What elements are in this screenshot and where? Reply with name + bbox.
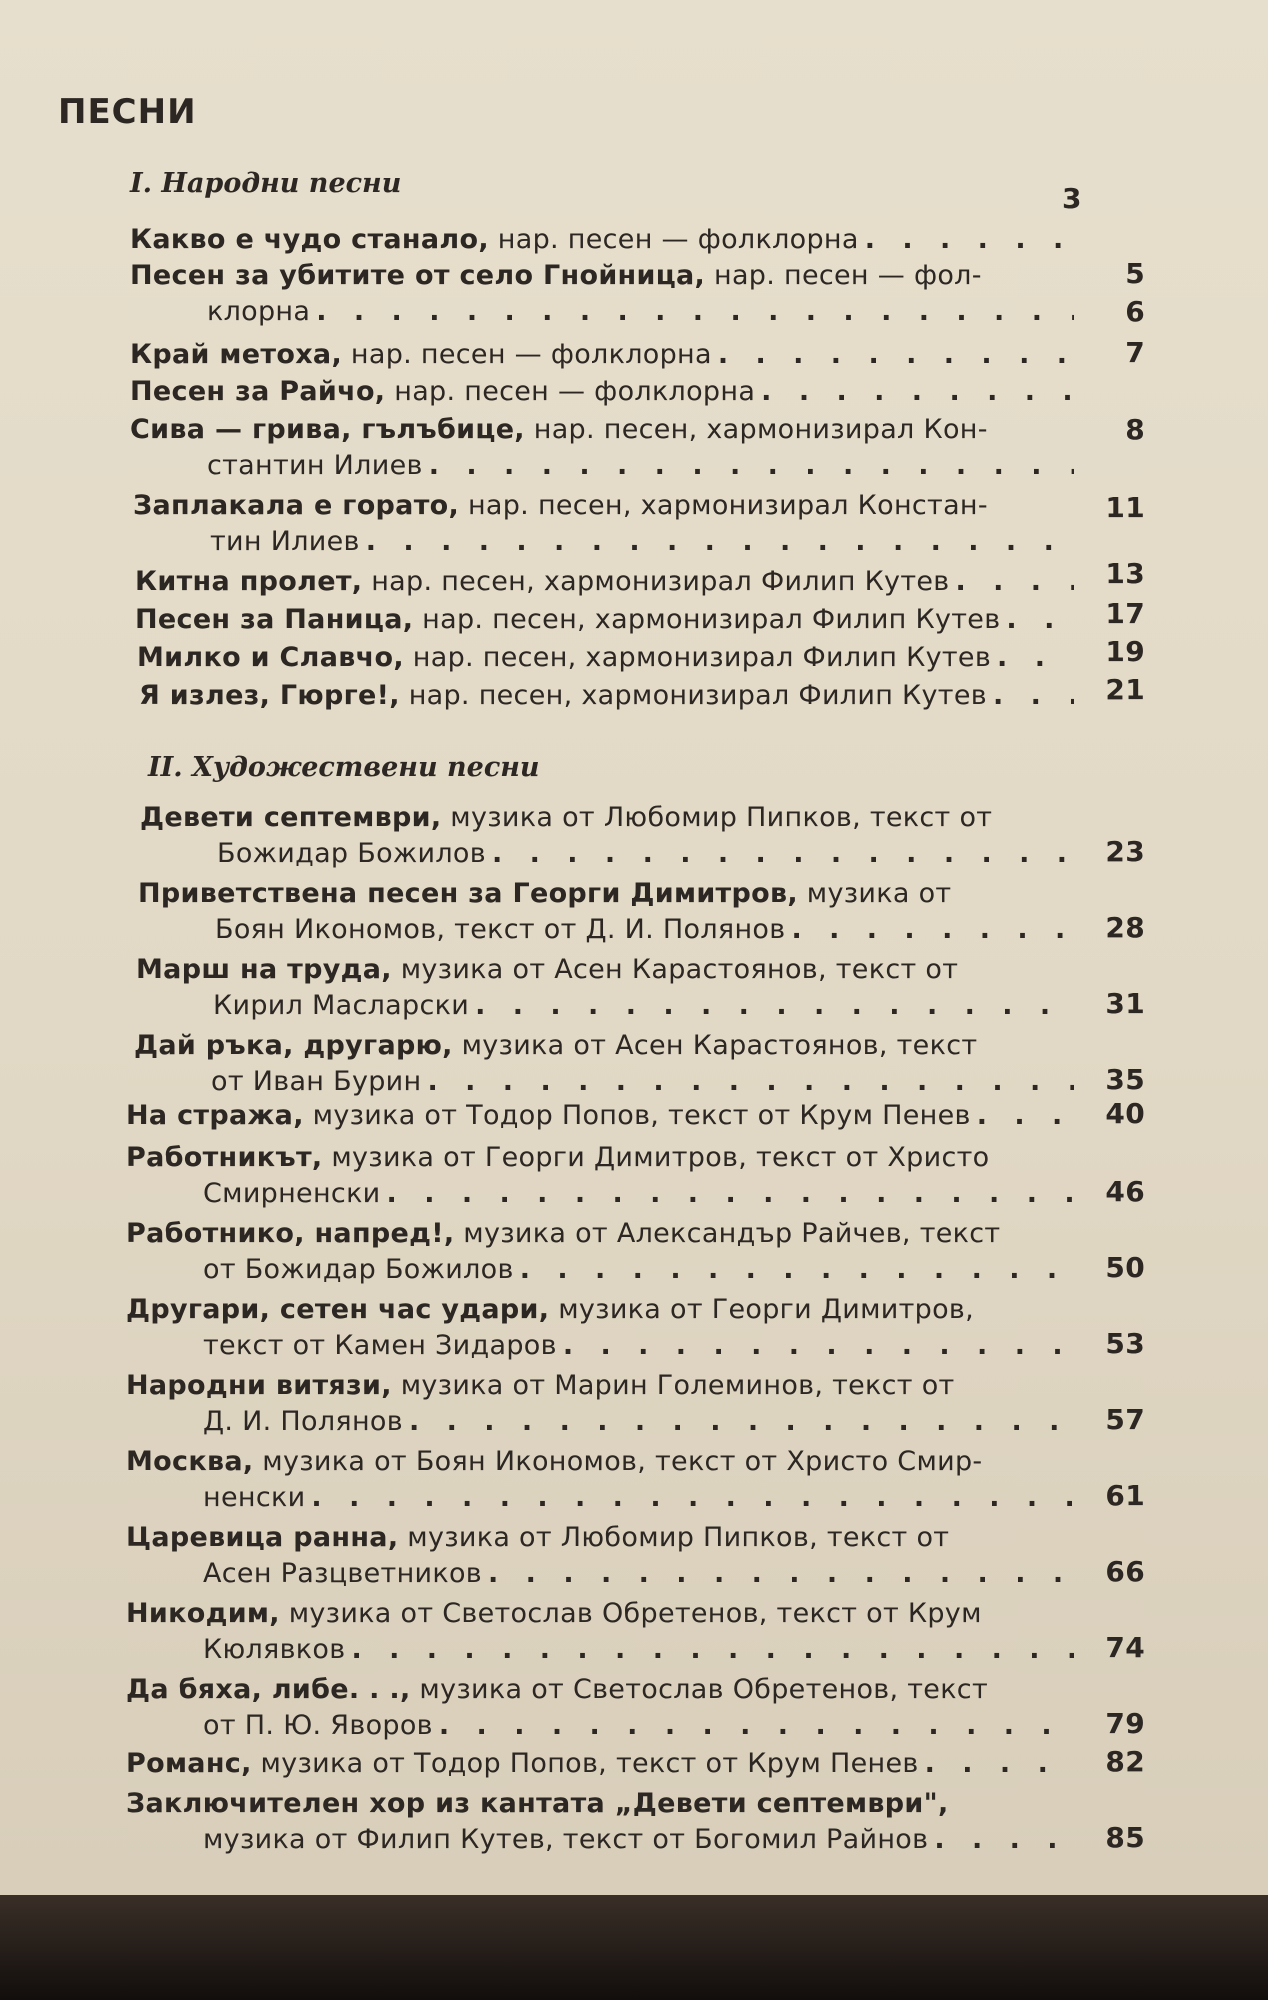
toc-entry: Заплакала е горато, нар. песен, хармонизирал Констан- тин Илиев . . . 11 bbox=[133, 488, 1078, 560]
page-shadow-edge bbox=[0, 1895, 1268, 2000]
page-title: ПЕСНИ bbox=[58, 92, 197, 132]
toc-entry: Работнико, напред!, музика от Александър Райчев, текст от Божидар Божилов . . . 50 bbox=[126, 1216, 1078, 1288]
toc-entry: Я излез, Гюрге!, нар. песен, хармонизирал Филип Кутев . . . 21 bbox=[139, 678, 1078, 714]
toc-entry: Песен за убитите от село Гнойница, нар. песен — фол- клорна . . . 5 6 bbox=[130, 258, 1078, 330]
toc-entry: Царевица ранна, музика от Любомир Пипков, текст от Асен Разцветников . . . 66 bbox=[126, 1520, 1078, 1592]
toc-entry: Приветствена песен за Георги Димитров, музика от Боян Икономов, текст от Д. И. Полянов . . . 28 bbox=[138, 876, 1078, 948]
toc-entry: Девети септември, музика от Любомир Пипков, текст от Божидар Божилов . . . 23 bbox=[140, 800, 1078, 872]
toc-entry: Милко и Славчо, нар. песен, хармонизирал Филип Кутев . . . 19 bbox=[137, 640, 1078, 676]
toc-entry: На стража, музика от Тодор Попов, текст от Крум Пенев . . . 40 bbox=[126, 1098, 1078, 1134]
toc-entry: Другари, сетен час удари, музика от Георги Димитров, текст от Камен Зидаров . . . 53 bbox=[126, 1292, 1078, 1364]
toc-entry: Сива — грива, гълъбице, нар. песен, хармонизирал Кон- стантин Илиев . . . 8 bbox=[130, 412, 1078, 484]
toc-entry: Никодим, музика от Светослав Обретенов, текст от Крум Кюлявков . . . 74 bbox=[126, 1596, 1078, 1668]
toc-entry: Песен за Райчо, нар. песен — фолклорна . . . bbox=[130, 374, 1078, 410]
toc-entry: Дай ръка, другарю, музика от Асен Карастоянов, текст от Иван Бурин . . . 35 bbox=[134, 1028, 1078, 1100]
section-title-art: II. Художествени песни bbox=[148, 752, 540, 783]
section-page-number: 3 bbox=[1062, 182, 1082, 215]
toc-entry: Романс, музика от Тодор Попов, текст от Крум Пенев . . . 82 bbox=[126, 1746, 1078, 1782]
toc-entry: Москва, музика от Боян Икономов, текст от Христо Смир- ненски . . . 61 bbox=[126, 1444, 1078, 1516]
toc-entry: Край метоха, нар. песен — фолклорна . . . 7 bbox=[130, 337, 1078, 373]
toc-entry: Китна пролет, нар. песен, хармонизирал Филип Кутев . . . 13 bbox=[135, 564, 1078, 600]
section-title-folk: I. Народни песни bbox=[130, 168, 402, 199]
toc-entry: Какво е чудо станало, нар. песен — фолклорна . . . bbox=[130, 222, 1078, 258]
toc-entry: Работникът, музика от Георги Димитров, текст от Христо Смирненски . . . 46 bbox=[126, 1140, 1078, 1212]
toc-entry: Марш на труда, музика от Асен Карастоянов, текст от Кирил Масларски . . . 31 bbox=[136, 952, 1078, 1024]
toc-entry: Песен за Паница, нар. песен, хармонизирал Филип Кутев . . . 17 bbox=[135, 602, 1078, 638]
toc-entry: Да бяха, либе. . ., музика от Светослав Обретенов, текст от П. Ю. Яворов . . . 79 bbox=[126, 1672, 1078, 1744]
toc-entry: Народни витязи, музика от Марин Големинов, текст от Д. И. Полянов . . . 57 bbox=[126, 1368, 1078, 1440]
toc-entry: Заключителен хор из кантата „Девети септември", музика от Филип Кутев, текст от Богомил Райнов . . . 85 bbox=[126, 1786, 1078, 1858]
